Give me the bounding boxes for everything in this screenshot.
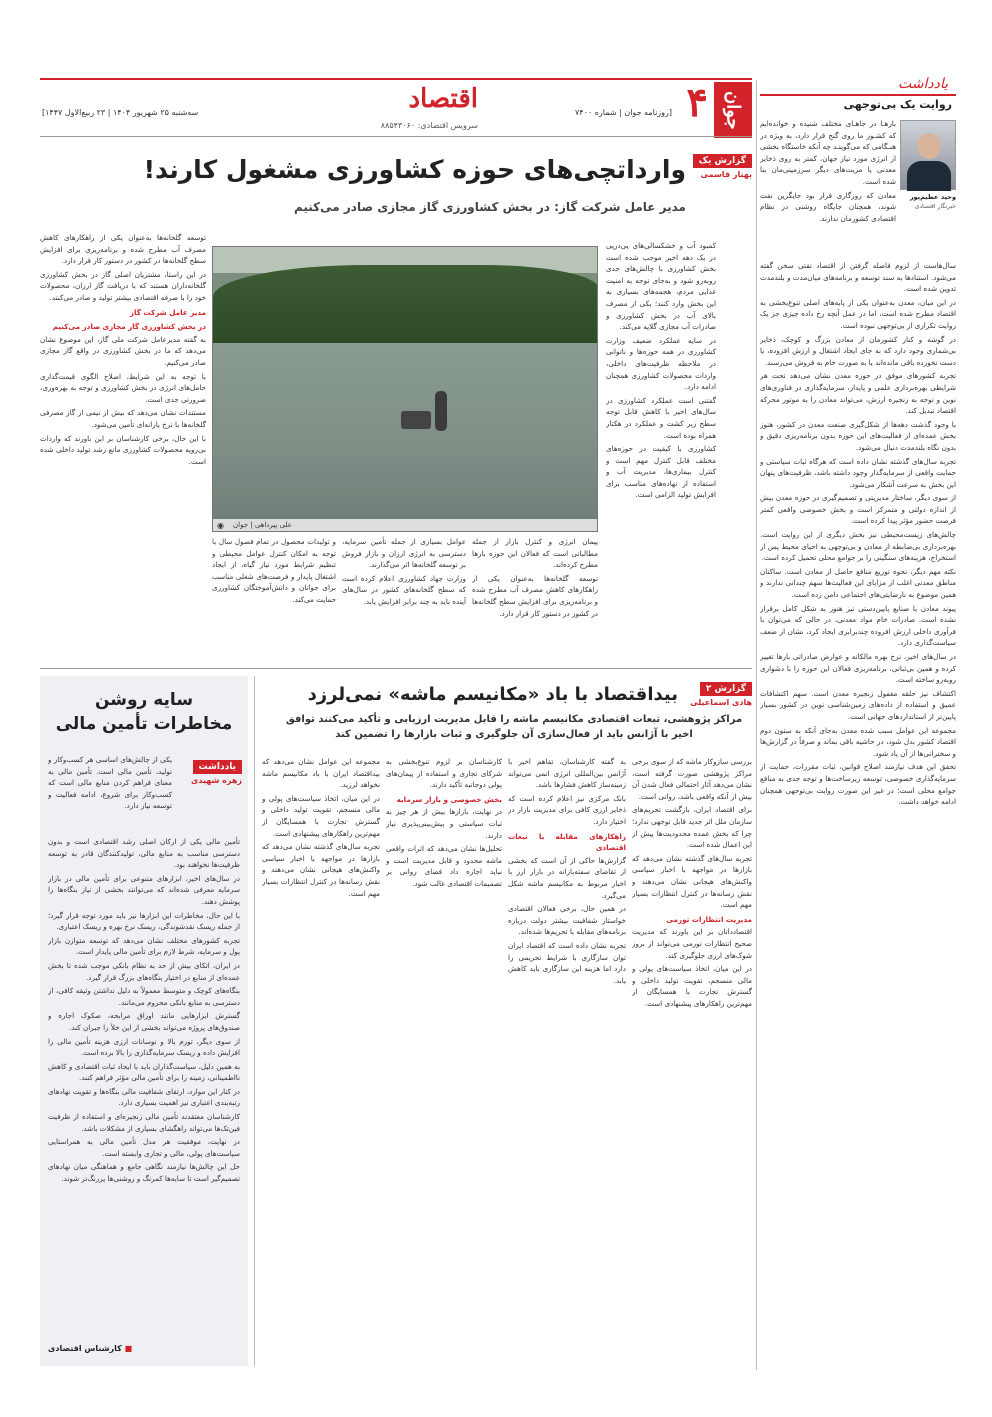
notebook-paragraph: پیوند معادن با صنایع پایین‌دستی نیز هنوز به شکل کامل برقرار نشده است. صادرات خام مواد معدنی، در حالی که می‌توان با فرآوری داخلی ارزش افزوده چندبرابری ایجاد کرد، نشان از ضعف سیاست‌گذاری دارد.	[760, 603, 956, 648]
lead-tag-block	[692, 148, 752, 179]
notebook-paragraph: با وجود گذشت دهه‌ها از شکل‌گیری صنعت معدن در کشور، هنوز بخش عمده‌ای از فعالیت‌های این حوزه بدون برنامه‌ریزی دقیق و بدون نگاه بلندمدت دنبال می‌شود.	[760, 419, 956, 452]
notebook-paragraph: در سال‌های اخیر، نرخ بهره مالکانه و عوارض صادراتی بارها تغییر کرده و همین بی‌ثباتی، برنامه‌ریزی فعالان این حوزه را با دشواری روبه‌رو ساخته است.	[760, 652, 956, 685]
article3-signature	[48, 1344, 238, 1353]
article2-subheading: راهکارهای مقابله با تبعات اقتصادی	[508, 831, 626, 853]
lead-body-paragraph: وزارت جهاد کشاورزی اعلام کرده است که سطح گلخانه‌های کشور در سال‌های آینده باید به چند برابر افزایش یابد.	[342, 573, 466, 606]
lead-bottom-col-3	[472, 536, 598, 660]
lead-bottom-col-2	[342, 536, 466, 660]
notebook-paragraph: تجربه سال‌های گذشته نشان داده است که هرگاه ثبات سیاستی و حمایت واقعی از سرمایه‌گذار وجود داشته باشد، ظرفیت‌های پنهان این بخش به سرعت آشکار می‌شود.	[760, 456, 956, 489]
lead-body-paragraph: توسعه گلخانه‌ها به‌عنوان یکی از راهکارهای کاهش مصرف آب مطرح شده و برنامه‌ریزی برای افزایش سطح گلخانه‌ها در کشور در دستور کار قرار دارد.	[472, 573, 598, 618]
article2-paragraph: تجربه سال‌های گذشته نشان می‌دهد که بازارها در مواجهه با اخبار سیاسی واکنش‌های هیجانی نشان می‌دهند و نقش رسانه‌ها در کنترل انتظارات بسیار مهم است.	[262, 842, 380, 898]
article2-paragraph: کارشناسان بر لزوم تنوع‌بخشی به شرکای تجاری و استفاده از پیمان‌های پولی دوجانبه تأکید دارند.	[386, 757, 502, 790]
camera-icon: ◉	[217, 521, 224, 530]
lead-subheading: مدیر عامل شرکت گاز	[129, 307, 206, 317]
lead-subheadline: مدیر عامل شرکت گاز: در بخش کشاورزی گاز مجازی صادر می‌کنیم	[293, 200, 686, 214]
article3-paragraph: در کنار این موارد، ارتقای شفافیت مالی بنگاه‌ها و تقویت نهادهای رتبه‌بندی اعتباری نیز اهمیت بسیاری دارد.	[48, 1086, 240, 1108]
section-divider	[40, 668, 752, 669]
article2-byline: هادی اسماعیلی	[690, 698, 752, 707]
lead-body-paragraph: مستندات نشان می‌دهد که بیش از نیمی از گاز مصرفی گلخانه‌ها با نرخ یارانه‌ای تأمین می‌شود.	[40, 408, 206, 429]
article3-tag-block	[176, 754, 242, 785]
article2-paragraph: تجربه سال‌های گذشته نشان می‌دهد که بازارها در مواجهه با اخبار سیاسی واکنش‌های هیجانی نشان می‌دهند و نقش رسانه‌ها در کنترل انتظارات بسیار مهم است.	[632, 853, 752, 910]
article3-signature-text: کارشناس اقتصادی	[48, 1344, 122, 1353]
photo-field-water	[213, 343, 598, 532]
article2-subheading: مدیریت انتظارات تورمی	[666, 914, 752, 924]
article2-paragraph: در این میان، اتخاذ سیاست‌های پولی و مالی منسجم، تقویت تولید داخلی و گسترش تجارت با همسایگان از مهم‌ترین راهکارهای پیشنهادی است.	[632, 964, 752, 1008]
article2-paragraph: تجربه نشان داده است که اقتصاد ایران توان سازگاری با شرایط تحریمی را دارد اما هزینه این سازگاری باید کاهش یابد.	[508, 940, 626, 985]
article3-paragraph: با این حال، مخاطرات این ابزارها نیز باید مورد توجه قرار گیرد؛ از جمله ریسک نقدشوندگی، ریسک نرخ بهره و ریسک اعتباری.	[48, 910, 240, 932]
article3-tag: یادداشت	[193, 760, 242, 774]
masthead-bottom-rule	[40, 136, 752, 137]
lead-article	[40, 140, 752, 660]
lead-byline: بهناز قاسمی	[700, 170, 752, 179]
article2-subheading: بخش خصوصی و بازار سرمایه	[396, 794, 502, 804]
lead-body-paragraph: توسعه گلخانه‌ها به‌عنوان یکی از راهکارهای کاهش مصرف آب مطرح شده و برنامه‌ریزی برای افزایش سطح گلخانه‌ها در کشور در دستور کار قرار دارد.	[40, 233, 206, 266]
article2-paragraph: در همین حال، برخی فعالان اقتصادی خواستار شفافیت بیشتر دولت درباره برنامه‌های مقابله با تحریم‌ها شده‌اند.	[508, 904, 626, 937]
article2-paragraph: مجموعه این عوامل نشان می‌دهد که بیداقتصاد ایران با باد مکانیسم ماشه نخواهد لرزید.	[262, 757, 380, 790]
lead-body-paragraph: و تولیدات محصول در تمام فصول سال با توجه به امکان کنترل عوامل محیطی و تنظیم شرایط مورد نیاز گیاه، از ایجاد اشتغال پایدار و فرصت‌های شغلی مناسب برای جوانان و دانش‌آموختگان کشاورزی حمایت می‌کند.	[212, 537, 336, 604]
notebook-header-band	[760, 76, 956, 96]
author-role: خبرنگار اقتصادی	[914, 203, 956, 210]
farmer-figure	[435, 391, 447, 431]
notebook-paragraph: از سوی دیگر، ساختار مدیریتی و تصمیم‌گیری در حوزه معدن بیش از اندازه دولتی و متمرکز است و بخش خصوصی واقعی کمتر فرصت حضور مؤثر پیدا کرده است.	[760, 493, 956, 526]
article3-paragraph: از سوی دیگر، تورم بالا و نوسانات ارزی هزینه تأمین مالی را افزایش داده و ریسک سرمایه‌گذاری را بالا برده است.	[48, 1036, 240, 1058]
article3-body-top	[48, 754, 172, 834]
issue-date: سه‌شنبه ۲۵ شهریور ۱۴۰۴ | ۲۳ ربیع‌الاول ۱۴۴۷]	[42, 108, 199, 117]
notebook-paragraph: اکتشاف نیز حلقه مغفول زنجیره معدن است. سهم اکتشافات عمیق و استفاده از داده‌های زمین‌شناسی نوین در کشور بسیار پایین‌تر از استانداردهای جهانی است.	[760, 688, 956, 721]
article3-paragraph: در ایران، اتکای بیش از حد به نظام بانکی موجب شده تا بخش عمده‌ای از منابع در اختیار بنگاه‌های بزرگ قرار گیرد.	[48, 960, 240, 982]
article2-col-4	[262, 756, 380, 1366]
signature-bullet-icon: ■	[124, 1344, 133, 1353]
notebook-paragraph: تحقق این هدف نیازمند اصلاح قوانین، ثبات مقررات، حمایت از سرمایه‌گذاری خصوصی، توسعه زیرساخت‌ها و توجه جدی به منافع جوامع محلی است؛ در غیر این صورت روایت بی‌توجهی همچنان ادامه خواهد داشت.	[760, 762, 956, 807]
article3-paragraph: کارشناسان معتقدند تأمین مالی زنجیره‌ای و استفاده از ظرفیت فین‌تک‌ها می‌تواند راهگشای بسیاری از مشکلات باشد.	[48, 1112, 240, 1133]
article3-paragraph: به همین دلیل، سیاست‌گذاران باید با ایجاد ثبات اقتصادی و کاهش نااطمینانی، زمینه را برای تأمین مالی مؤثر فراهم کنند.	[48, 1061, 240, 1083]
page-number: ۴	[686, 79, 708, 126]
author-photo	[900, 120, 956, 190]
masthead	[40, 78, 752, 138]
notebook-body-text	[760, 260, 956, 1360]
lead-headline: وارداتچی‌های حوزه کشاورزی مشغول کارند!	[143, 155, 686, 184]
lead-photo	[212, 246, 598, 532]
article3-paragraph: تجربه کشورهای مختلف نشان می‌دهد که توسعه متوازن بازار پول و سرمایه، شرط لازم برای تأمین مالی پایدار است.	[48, 935, 240, 957]
author-face-icon	[917, 133, 941, 159]
section-title: اقتصاد	[408, 84, 478, 114]
article3-body	[48, 836, 240, 1336]
lead-intro-paragraph: در سایه عملکرد ضعیف وزارت کشاورزی در همه حوزه‌ها و ناتوانی در ملاحظه ظرفیت‌های داخلی، واردات محصولات کشاورزی همچنان ادامه دارد.	[606, 335, 716, 392]
column-divider	[254, 676, 255, 1366]
article3-paragraph: در سال‌های اخیر، ابزارهای متنوعی برای تأمین مالی در بازار سرمایه معرفی شده‌اند که می‌توانند بخشی از نیاز بنگاه‌ها را پوشش دهند.	[48, 873, 240, 906]
article2-deck: مراکز پژوهشی، تبعات اقتصادی مکانیسم ماشه را قابل مدیریت ارزیابی و تأکید می‌کنند توافق اخیر با آژانس باید از فعال‌سازی آن جلوگیری و ثبات بازارها را تضمین کند	[285, 714, 743, 740]
photo-credit-bar	[213, 519, 598, 532]
notebook-paragraph: تجربه کشورهای موفق در حوزه معدن نشان می‌دهد تحت هر شرایطی بهره‌برداری علمی و پایدار، سرمایه‌گذاری در فناوری‌های نوین و توجه به زنجیره ارزش، می‌تواند معادن را به موتور محرکه اقتصاد تبدیل کند.	[760, 371, 956, 416]
paper-info: [روزنامه جوان | شماره ۷۴۰۰	[575, 108, 672, 117]
lead-body-paragraph: کشاورزی با کیفیت در حوزه‌های مختلف قابل کنترل مهم است و کنترل بیماری‌ها، مدیریت آب و استفاده از نهاده‌های مناسب برای افزایش تولید الزامی است.	[606, 444, 716, 500]
lead-bottom-col-1	[212, 536, 336, 660]
notebook-paragraph: سال‌هاست از لزوم فاصله گرفتن از اقتصاد نفتی سخن گفته می‌شود. استنادها به سند توسعه و برنامه‌های میان‌مدت و بلندمدت تدوین شده است.	[760, 261, 956, 294]
author-suit-icon	[907, 161, 951, 191]
photo-trees	[213, 265, 598, 345]
notebook-intro-text	[760, 118, 896, 258]
lead-body-paragraph: با توجه به این شرایط، اصلاح الگوی قیمت‌گذاری حامل‌های انرژی در بخش کشاورزی و توجه به بهره‌وری، ضرورتی جدی است.	[40, 371, 206, 404]
article3-paragraph: گسترش ابزارهایی مانند اوراق مرابحه، صکوک اجاره و صندوق‌های پروژه می‌تواند بخشی از این خلأ را جبران کند.	[48, 1011, 240, 1032]
article3-headline-1: سایه روشن	[94, 690, 194, 710]
article3-paragraph: تأمین مالی یکی از ارکان اصلی رشد اقتصادی است و بدون دسترسی مناسب به منابع مالی، تولیدکنندگان قادر به توسعه ظرفیت‌ها نخواهند بود.	[48, 837, 240, 870]
notebook-paragraph: مجموعه این عوامل سبب شده معدن به‌جای آنکه به ستون دوم اقتصاد کشور بدل شود، در حاشیه باقی بماند و صرفاً در گزارش‌ها و سخنرانی‌ها از آن یاد شود.	[760, 725, 956, 758]
article3-paragraph: بنگاه‌های کوچک و متوسط معمولاً به دلیل نداشتن وثیقه کافی، از دسترسی به منابع بانکی محروم می‌مانند.	[48, 986, 240, 1007]
notebook-title: روایت یک بی‌توجهی	[843, 98, 952, 111]
tiller-machine	[401, 411, 431, 429]
lead-subheading: در بخش کشاورزی گاز مجازی صادر می‌کنیم	[52, 322, 206, 332]
article3-headline-2: مخاطرات تأمین مالی	[55, 714, 233, 734]
article-2	[262, 676, 752, 1366]
lead-body-paragraph: گفتنی است عملکرد کشاورزی در سال‌های اخیر با کاهش قابل توجه سطح زیر کشت و عملکرد در هکتار همراه بوده است.	[606, 395, 716, 440]
notebook-header-label: یادداشت	[898, 76, 948, 92]
article2-paragraph: به گفته کارشناسان، تفاهم اخیر با آژانس بین‌المللی انرژی اتمی می‌تواند زمینه‌ساز کاهش فشارها باشد.	[508, 757, 626, 790]
lead-body-paragraph: عوامل بسیاری از جمله تأمین سرمایه، دسترسی به انرژی ارزان و بازار فروش بر توسعه گلخانه‌ها اثر می‌گذارند.	[342, 537, 466, 570]
notebook-paragraph: بارهـا در جاهـای مختلف شنیده و خوانده‌ایم که کشـور ما روی گنج قرار دارد، به ویژه در هنـگامی که می‌گوینـد چه آنکه خاستگاه بخشی از انرژی مورد نیاز جهان، کمتر به روی ذخایر معدنی یا مزیت‌های دیگر سرزمینی‌مان بنا شده است.	[760, 119, 896, 186]
lead-body-paragraph: به گفته مدیرعامل شرکت ملی گاز، این موضوع نشان می‌دهد که ما در بخش کشاورزی در واقع گاز مجازی صادر می‌کنیم.	[40, 334, 206, 367]
article2-col-2	[508, 756, 626, 1366]
notebook-paragraph: در گوشه و کنار کشورمان از معادن بزرگ و کوچک، ذخایر بی‌شماری وجود دارد که به جای ایجاد اشتغال و ارزش افزوده، یا دست نخورده باقی مانده‌اند یا به صورت خام به فروش می‌رسند.	[760, 334, 956, 367]
notebook-paragraph: چالش‌های زیست‌محیطی نیز بخش دیگری از این روایت است. بهره‌برداری بی‌ضابطه از معادن و بی‌توجهی به احیای محیط پس از استخراج، هزینه‌های سنگینی را بر جوامع محلی تحمیل کرده است.	[760, 530, 956, 563]
article2-col-1	[632, 756, 752, 1366]
lead-body-paragraph: در این راستا، مشتریان اصلی گاز در بخش کشاورزی گلخانه‌داران هستند که با دریافت گاز ارزان، محصولات خود را با صرفه اقتصادی بیشتر تولید و صادر می‌کنند.	[40, 269, 206, 302]
article3-paragraph: حل این چالش‌ها نیازمند نگاهی جامع و هماهنگی میان نهادهای تصمیم‌گیر است تا سایه‌ها کمرنگ و روشنی‌ها پررنگ‌تر شوند.	[48, 1162, 240, 1184]
paper-logo: جوان	[714, 82, 752, 138]
article2-paragraph: گزارش‌ها حاکی از آن است که بخشی از تقاضای سفته‌بازانه در بازار ارز با اخبار مربوط به مکانیسم ماشه شکل می‌گیرد.	[508, 855, 626, 900]
article2-paragraph: تحلیل‌ها نشان می‌دهد که اثرات واقعی ماشه محدود و قابل مدیریت است و نباید اجازه داد فضای روانی بر تصمیمات اقتصادی غالب شود.	[386, 844, 502, 888]
article2-paragraph: در این میان، اتخاذ سیاست‌های پولی و مالی منسجم، تقویت تولید داخلی و گسترش تجارت با همسایگان از مهم‌ترین راهکارهای پیشنهادی است.	[262, 793, 380, 838]
lead-intro-paragraph: کمبود آب و خشکسالی‌های پی‌درپی در یک دهه اخیر موجب شده است بخش کشاورزی با چالش‌های جدی روبه‌رو شود و به‌جای توجه به امنیت غذایی مردم، هجمه‌های بسیاری به این بخش وارد کنند؛ یکی از مصرف بالای آب در بخش کشاورزی و صادرات آب مجازی گلایه می‌کند.	[606, 241, 716, 332]
article2-headline: بیداقتصاد با باد «مکانیسم ماشه» نمی‌لرزد	[307, 684, 678, 705]
article-3-box	[40, 676, 248, 1366]
column-divider	[756, 80, 757, 1370]
notebook-column	[760, 68, 956, 1368]
article2-col-3	[386, 756, 502, 1366]
lead-body-paragraph: پیمان انرژی و کنترل بازار از جمله مطالباتی است که فعالان این حوزه بارها مطرح کرده‌اند.	[472, 537, 598, 570]
lead-left-column	[40, 232, 206, 660]
photo-credit: علی پیرداهی | جوان	[233, 521, 292, 529]
lead-body-paragraph: با این حال، برخی کارشناسان بر این باورند که واردات بی‌رویه محصولات کشاورزی مانع رشد تولید داخلی شده است.	[40, 433, 206, 466]
article2-tag-block	[682, 676, 752, 707]
article2-paragraph: بررسی سازوکار ماشه که از سوی برخی مراکز پژوهشی صورت گرفته است، نشان می‌دهد آثار احتمالی فعال شدن آن بیش از آنکه واقعی باشد، روانی است.	[632, 757, 752, 801]
article2-paragraph: برای اقتصاد ایران، بازگشت تحریم‌های سازمان ملل اثر جدید قابل توجهی ندارد؛ چرا که بخش عمده محدودیت‌ها پیش از این اعمال شده است.	[632, 805, 752, 850]
notebook-paragraph: معادن که روزگاری قرار بود جایگزین نفت شوند، همچنان جایگاه روشنی در نظام اقتصادی کشورمان ندارند.	[760, 190, 896, 223]
article3-paragraph: یکی از چالش‌های اساسی هر کسب‌وکار و تولید، تأمین مالی است. تأمین مالی به معنای فراهم کردن منابع مالی است که کسب‌وکار برای شروع، ادامه فعالیت و توسعه نیاز دارد.	[48, 755, 172, 811]
article3-paragraph: در نهایت، موفقیت هر مدل تأمین مالی به همراستایی سیاست‌های پولی، مالی و تجاری وابسته است.	[48, 1137, 240, 1158]
notebook-paragraph: در این میان، معدن به‌عنوان یکی از پایه‌های اصلی تنوع‌بخشی به اقتصاد مطرح شده است، اما در عمل آنچه رخ داده چیزی جز یک روایت تکراری از بی‌توجهی نبوده است.	[760, 297, 956, 330]
author-name: وحید عظیم‌پور	[909, 193, 956, 201]
article2-paragraph: بانک مرکزی نیز اعلام کرده است که ذخایر ارزی کافی برای مدیریت بازار در اختیار دارد.	[508, 793, 626, 826]
masthead-top-rule	[40, 78, 752, 80]
lead-intro	[606, 240, 716, 660]
article2-paragraph: اقتصاددانان بر این باورند که مدیریت صحیح انتظارات تورمی می‌تواند از بروز شوک‌های ارزی جلوگیری کند.	[632, 927, 752, 960]
article3-byline: زهره شهیدی	[190, 776, 242, 785]
lead-tag: گزارش یک	[693, 154, 752, 168]
notebook-paragraph: نکته مهم دیگر، نحوه توزیع منافع حاصل از معادن است. ساکنان مناطق معدنی اغلب از مزایای این فعالیت‌ها سهم چندانی ندارند و همین موضوع به نارضایتی‌های اجتماعی دامن زده است.	[760, 566, 956, 600]
service-phone: سرویس اقتصادی: ۸۸۵۴۳۰۶۰	[380, 121, 478, 130]
article2-tag: گزارش ۲	[700, 682, 752, 696]
article2-paragraph: در نهایت، بازارها بیش از هر چیز به ثبات سیاستی و پیش‌بینی‌پذیری نیاز دارند.	[386, 807, 502, 840]
